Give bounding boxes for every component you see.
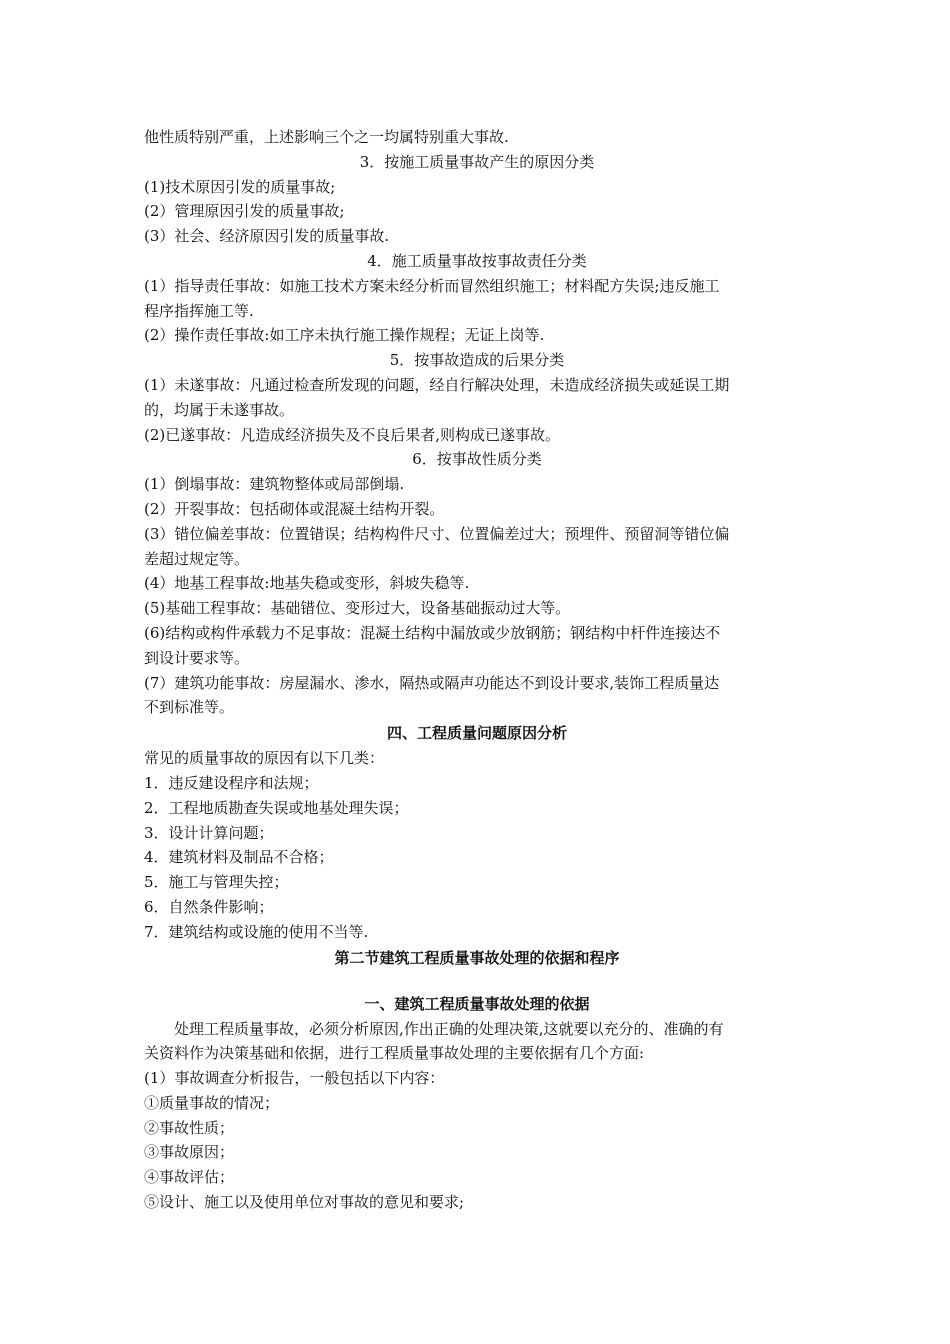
- section-heading: 一、建筑工程质量事故处理的依据: [364, 994, 590, 1013]
- list-item: (5)基础工程事故：基础错位、变形过大，设备基础振动过大等。: [144, 599, 571, 618]
- list-item: (2）开裂事故：包括砌体或混凝土结构开裂。: [144, 499, 445, 518]
- text-line: 不到标准等。: [144, 698, 235, 717]
- list-item: (2）管理原因引发的质量事故;: [144, 202, 345, 221]
- list-item: ⑤设计、施工以及使用单位对事故的意见和要求;: [144, 1193, 465, 1212]
- list-item: (2）操作责任事故:如工序未执行施工操作规程；无证上岗等.: [144, 326, 545, 345]
- list-item: 5．施工与管理失控；: [144, 873, 289, 892]
- list-item: (3）错位偏差事故：位置错误；结构构件尺寸、位置偏差过大；预埋件、预留洞等错位偏: [144, 524, 730, 543]
- list-item: (1）未遂事故：凡通过检查所发现的问题，经自行解决处理，未造成经济损失或延误工期: [144, 375, 730, 394]
- list-item: 7．建筑结构或设施的使用不当等.: [144, 922, 369, 941]
- list-item: ④事故评估；: [144, 1168, 235, 1187]
- list-item: ③事故原因；: [144, 1143, 235, 1162]
- list-item: ②事故性质；: [144, 1118, 235, 1137]
- section-subheading: 6．按事故性质分类: [412, 450, 542, 469]
- section-subheading: 5．按事故造成的后果分类: [389, 351, 565, 370]
- list-item: (1）指导责任事故：如施工技术方案未经分析而冒然组织施工；材料配方失误;违反施工: [144, 276, 720, 295]
- list-item: (3）社会、经济原因引发的质量事故.: [144, 227, 390, 246]
- text-line: 关资料作为决策基础和依据，进行工程质量事故处理的主要依据有几个方面:: [144, 1044, 645, 1063]
- text-line: 到设计要求等。: [144, 648, 250, 667]
- text-line: 程序指挥施工等.: [144, 301, 254, 320]
- text-line: 他性质特别严重，上述影响三个之一均属特别重大事故.: [144, 128, 509, 146]
- list-item: (4）地基工程事故:地基失稳或变形，斜坡失稳等.: [144, 574, 470, 593]
- spacer: [144, 971, 810, 991]
- list-item: (7）建筑功能事故：房屋漏水、渗水，隔热或隔声功能达不到设计要求,装饰工程质量达: [144, 673, 720, 692]
- list-item: 3．设计计算问题；: [144, 823, 274, 842]
- list-item: (1)技术原因引发的质量事故;: [144, 177, 336, 196]
- text-line: 常见的质量事故的原因有以下几类：: [144, 749, 385, 768]
- section-heading: 四、工程质量问题原因分析: [386, 724, 567, 743]
- document-page: [144, 125, 810, 1215]
- text-line: 的，均属于未遂事故。: [144, 400, 295, 419]
- section-subheading: 4．施工质量事故按事故责任分类: [367, 251, 587, 270]
- list-item: 6．自然条件影响；: [144, 897, 274, 916]
- section-subheading: 3．按施工质量事故产生的原因分类: [359, 152, 595, 171]
- chapter-heading: 第二节建筑工程质量事故处理的依据和程序: [334, 948, 620, 967]
- text-line: 差超过规定等。: [144, 549, 250, 568]
- list-item: 2．工程地质勘查失误或地基处理失误；: [144, 798, 409, 817]
- list-item: 1．违反建设程序和法规；: [144, 773, 319, 792]
- list-item: (6)结构或构件承载力不足事故：混凝土结构中漏放或少放钢筋；钢结构中杆件连接达不: [144, 623, 721, 642]
- list-item: 4．建筑材料及制品不合格；: [144, 848, 334, 867]
- paragraph-line: 处理工程质量事故，必须分析原因,作出正确的处理决策,这就要以充分的、准确的有: [174, 1019, 724, 1038]
- list-item: (1）事故调查分析报告，一般包括以下内容：: [144, 1069, 445, 1088]
- list-item: (2)已遂事故：凡造成经济损失及不良后果者,则构成已遂事故。: [144, 425, 561, 444]
- list-item: (1）倒塌事故：建筑物整体或局部倒塌.: [144, 475, 405, 494]
- list-item: ①质量事故的情况；: [144, 1093, 280, 1112]
